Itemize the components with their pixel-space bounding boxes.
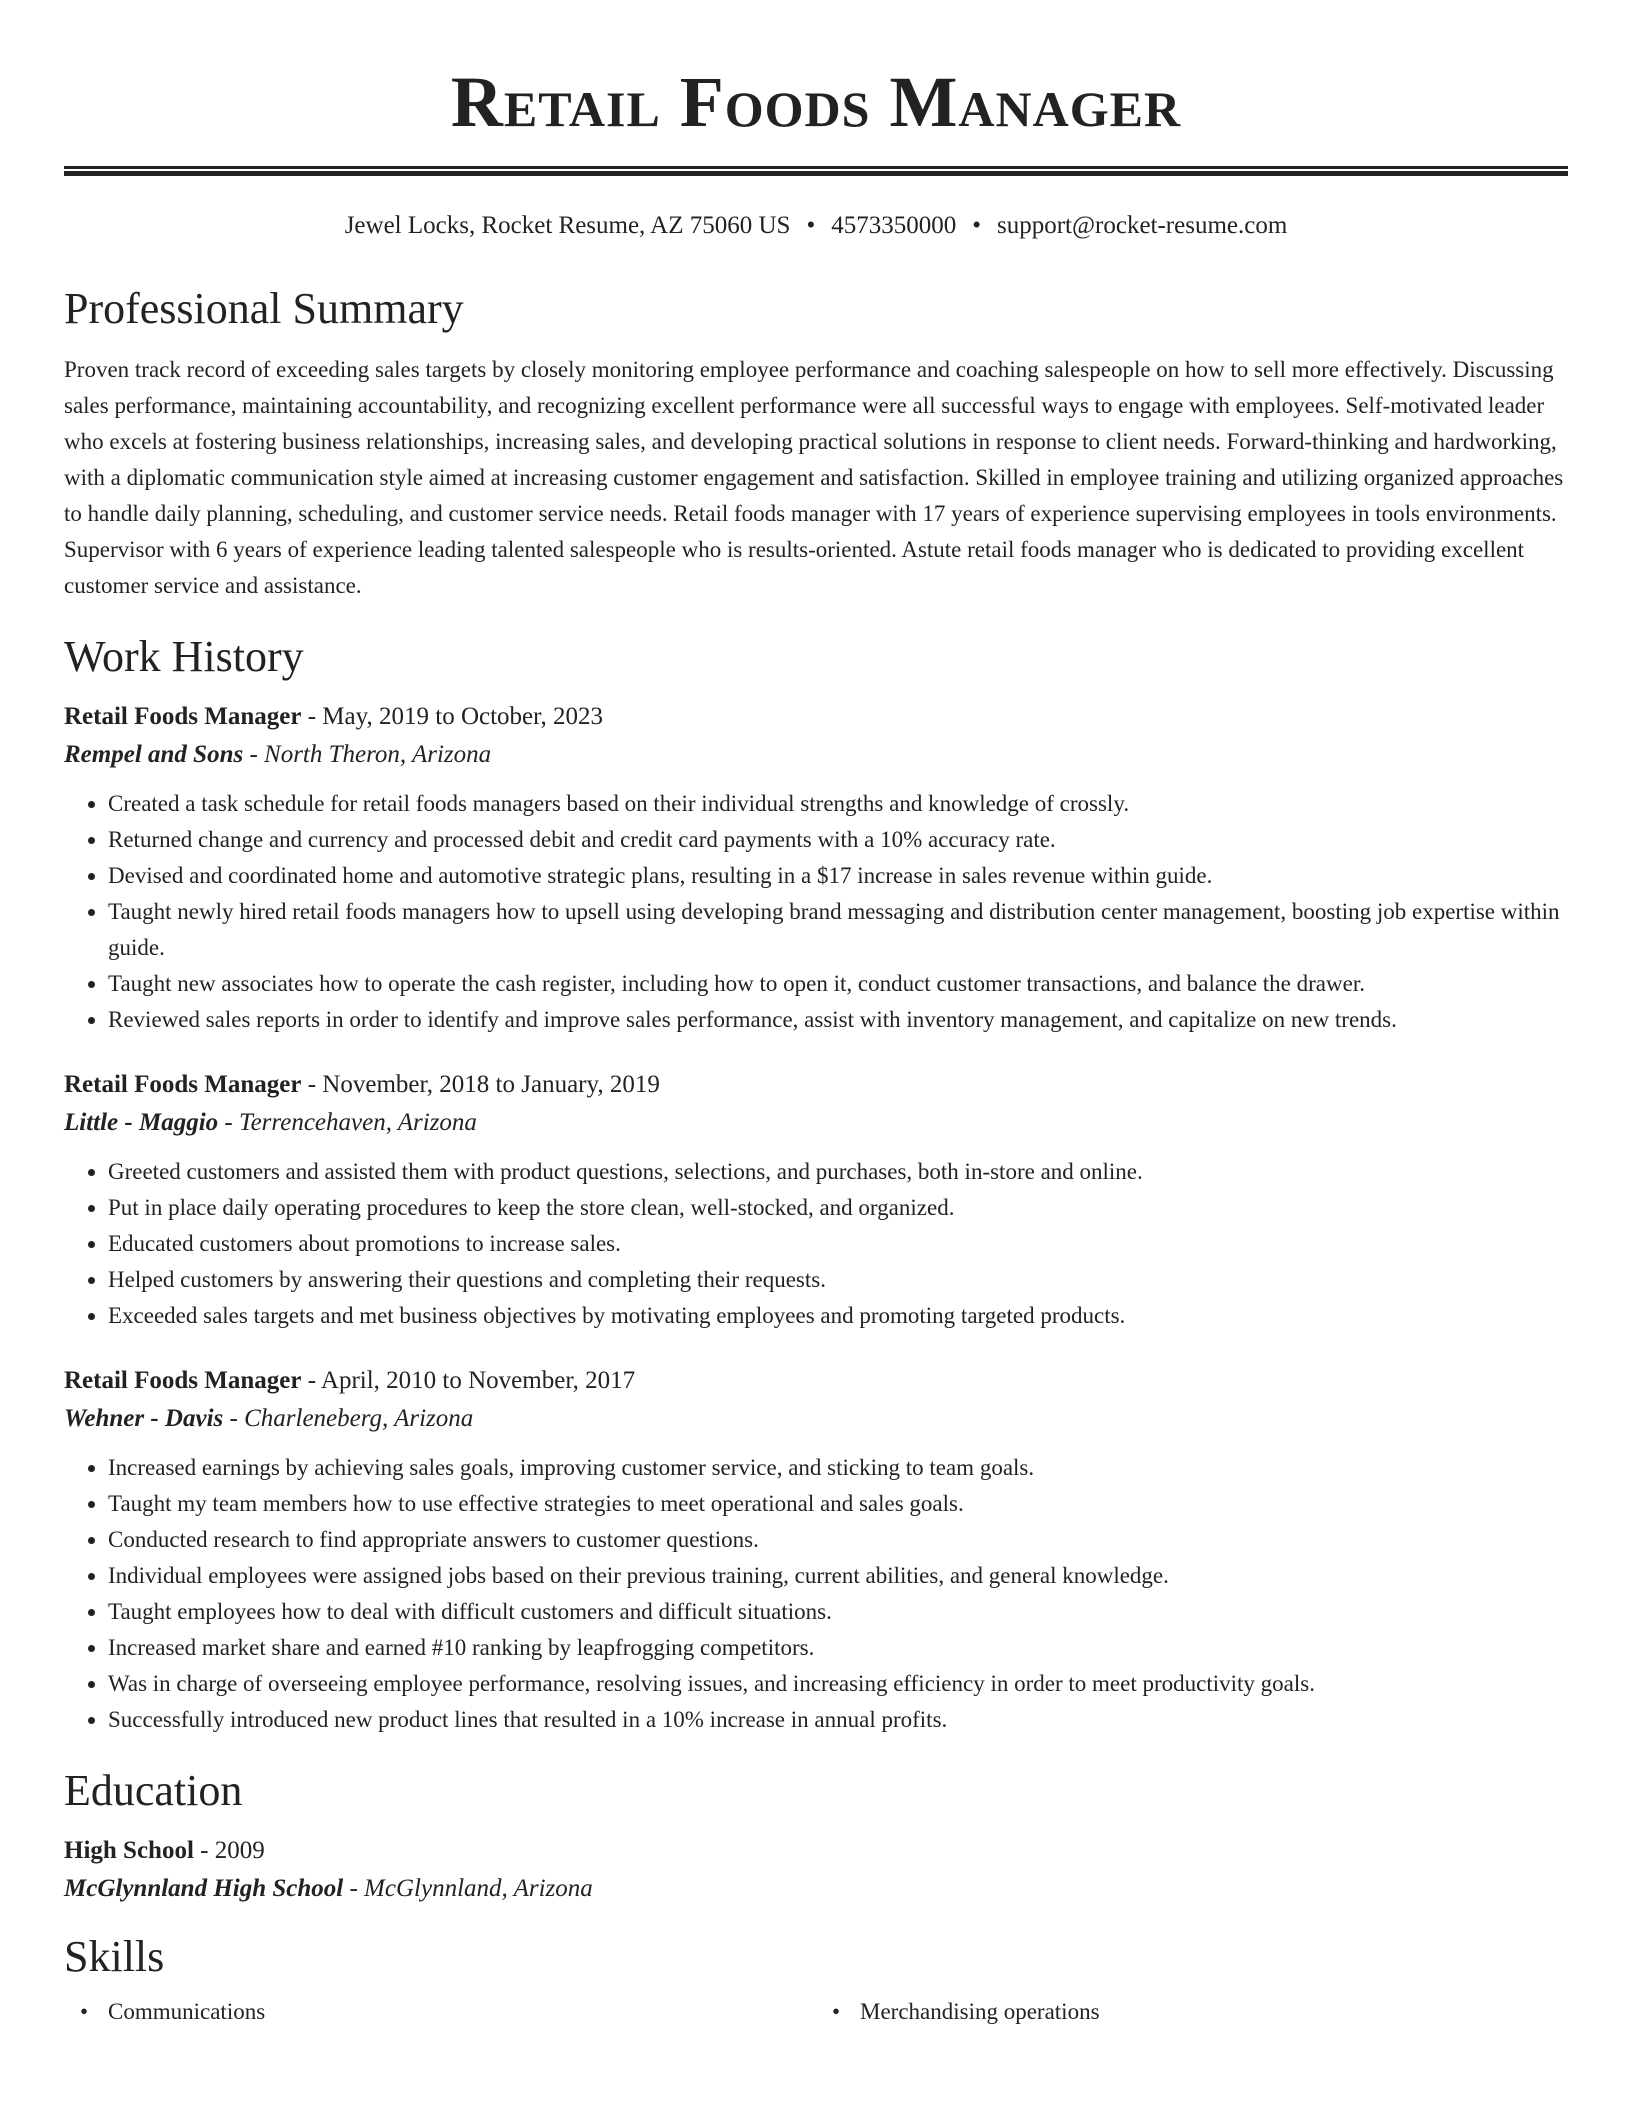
- skill-item: • Merchandising operations: [816, 1994, 1568, 2030]
- title-divider: [64, 166, 1568, 176]
- school-location: - McGlynnland, Arizona: [343, 1875, 593, 1902]
- contact-line: [64, 210, 1568, 242]
- employer-line: [64, 1400, 1568, 1438]
- job-bullet: • Devised and coordinated home and automotive strategic plans, resulting in a $17 increase in sales revenue within guide.: [108, 858, 1568, 894]
- job-bullet: • Was in charge of overseeing employee performance, resolving issues, and increasing efficiency in order to meet productivity goals.: [108, 1666, 1568, 1702]
- job-bullet: • Returned change and currency and processed debit and credit card payments with a 10% accuracy rate.: [108, 822, 1568, 858]
- work-history-heading: Work History: [64, 632, 304, 681]
- job-bullet: • Successfully introduced new product lines that resulted in a 10% increase in annual profits.: [108, 1702, 1568, 1738]
- job-dates: - May, 2019 to October, 2023: [301, 703, 603, 730]
- job-bullet: • Individual employees were assigned jobs based on their previous training, current abilities, and general knowledge.: [108, 1558, 1568, 1594]
- job-bullet: • Taught new associates how to operate the cash register, including how to open it, conduct customer transactions, and balance the drawer.: [108, 966, 1568, 1002]
- employer-location: - Terrencehaven, Arizona: [218, 1109, 477, 1136]
- employer-location: - North Theron, Arizona: [243, 741, 492, 768]
- job-title-line: [64, 1362, 1568, 1400]
- job-bullet: • Helped customers by answering their questions and completing their requests.: [108, 1262, 1568, 1298]
- job-title: Retail Foods Manager: [64, 703, 302, 730]
- degree: High School: [64, 1837, 194, 1864]
- skill-item: • Communications: [64, 1994, 816, 2030]
- employer-name: Rempel and Sons: [64, 741, 244, 768]
- job-title: Retail Foods Manager: [64, 1367, 302, 1394]
- education-heading: Education: [64, 1766, 243, 1815]
- job-bullet: • Taught my team members how to use effective strategies to meet operational and sales goals.: [108, 1486, 1568, 1522]
- job-bullet: • Exceeded sales targets and met business objectives by motivating employees and promoting targeted products.: [108, 1298, 1568, 1334]
- job-entry: [64, 1362, 1568, 1738]
- employer-name: Wehner - Davis: [64, 1405, 224, 1432]
- resume-title: Retail Foods Manager: [450, 62, 1182, 142]
- summary-text: Proven track record of exceeding sales targets by closely monitoring employee performance and coaching salespeople on how to sell more effectively. Discussing sales performance, maintaining accountability, and recognizing excellent performance were all successful ways to engage with employees. Self-motivated leader who excels at fostering business relationships, increasing sales, and developing practical solutions in response to client needs. Forward-thinking and hardworking, with a diplomatic communication style aimed at increasing customer engagement and satisfaction. Skilled in employee training and utilizing organized approaches to handle daily planning, scheduling, and customer service needs. Retail foods manager with 17 years of experience supervising employees in tools environments. Supervisor with 6 years of experience leading talented salespeople who is results-oriented. Astute retail foods manager who is dedicated to providing excellent customer service and assistance.: [64, 357, 1564, 598]
- job-dates: - November, 2018 to January, 2019: [301, 1071, 660, 1098]
- school-line: [64, 1870, 1568, 1908]
- employer-location: - Charleneberg, Arizona: [223, 1405, 474, 1432]
- job-bullet: • Conducted research to find appropriate answers to customer questions.: [108, 1522, 1568, 1558]
- job-bullet: • Reviewed sales reports in order to identify and improve sales performance, assist with inventory management, and capitalize on new trends.: [108, 1002, 1568, 1038]
- job-dates: - April, 2010 to November, 2017: [301, 1367, 636, 1394]
- school-name: McGlynnland High School: [64, 1875, 344, 1902]
- job-bullet: • Educated customers about promotions to increase sales.: [108, 1226, 1568, 1262]
- contact-address: Jewel Locks, Rocket Resume, AZ 75060 US: [344, 212, 791, 239]
- job-bullets: [64, 786, 1568, 1038]
- employer-line: [64, 736, 1568, 774]
- job-title: Retail Foods Manager: [64, 1071, 302, 1098]
- summary-heading: Professional Summary: [64, 284, 464, 333]
- job-entry: [64, 1066, 1568, 1334]
- contact-email: support@rocket-resume.com: [997, 212, 1288, 239]
- contact-separator: •: [806, 212, 816, 239]
- degree-line: [64, 1832, 1568, 1870]
- job-bullet: • Increased market share and earned #10 ranking by leapfrogging competitors.: [108, 1630, 1568, 1666]
- job-title-line: [64, 698, 1568, 736]
- job-bullet: • Created a task schedule for retail foods managers based on their individual strengths and knowledge of crossly.: [108, 786, 1568, 822]
- job-bullet: • Taught newly hired retail foods managers how to upsell using developing brand messaging and distribution center management, boosting job expertise within guide.: [108, 894, 1568, 966]
- employer-line: [64, 1104, 1568, 1142]
- contact-separator: •: [972, 212, 981, 239]
- job-bullets: [64, 1154, 1568, 1334]
- job-bullet: • Increased earnings by achieving sales goals, improving customer service, and sticking to team goals.: [108, 1450, 1568, 1486]
- skills-heading: Skills: [64, 1932, 165, 1981]
- job-entry: [64, 698, 1568, 1038]
- job-bullet: • Greeted customers and assisted them with product questions, selections, and purchases, both in-store and online.: [108, 1154, 1568, 1190]
- contact-phone: 4573350000: [831, 212, 957, 239]
- job-bullets: [64, 1450, 1568, 1738]
- skills-list: [64, 1994, 1568, 2030]
- job-bullet: • Put in place daily operating procedures to keep the store clean, well-stocked, and organized.: [108, 1190, 1568, 1226]
- education-entry: [64, 1832, 1568, 1908]
- employer-name: Little - Maggio: [64, 1109, 219, 1136]
- graduation-year: - 2009: [193, 1837, 265, 1864]
- job-title-line: [64, 1066, 1568, 1104]
- job-bullet: • Taught employees how to deal with difficult customers and difficult situations.: [108, 1594, 1568, 1630]
